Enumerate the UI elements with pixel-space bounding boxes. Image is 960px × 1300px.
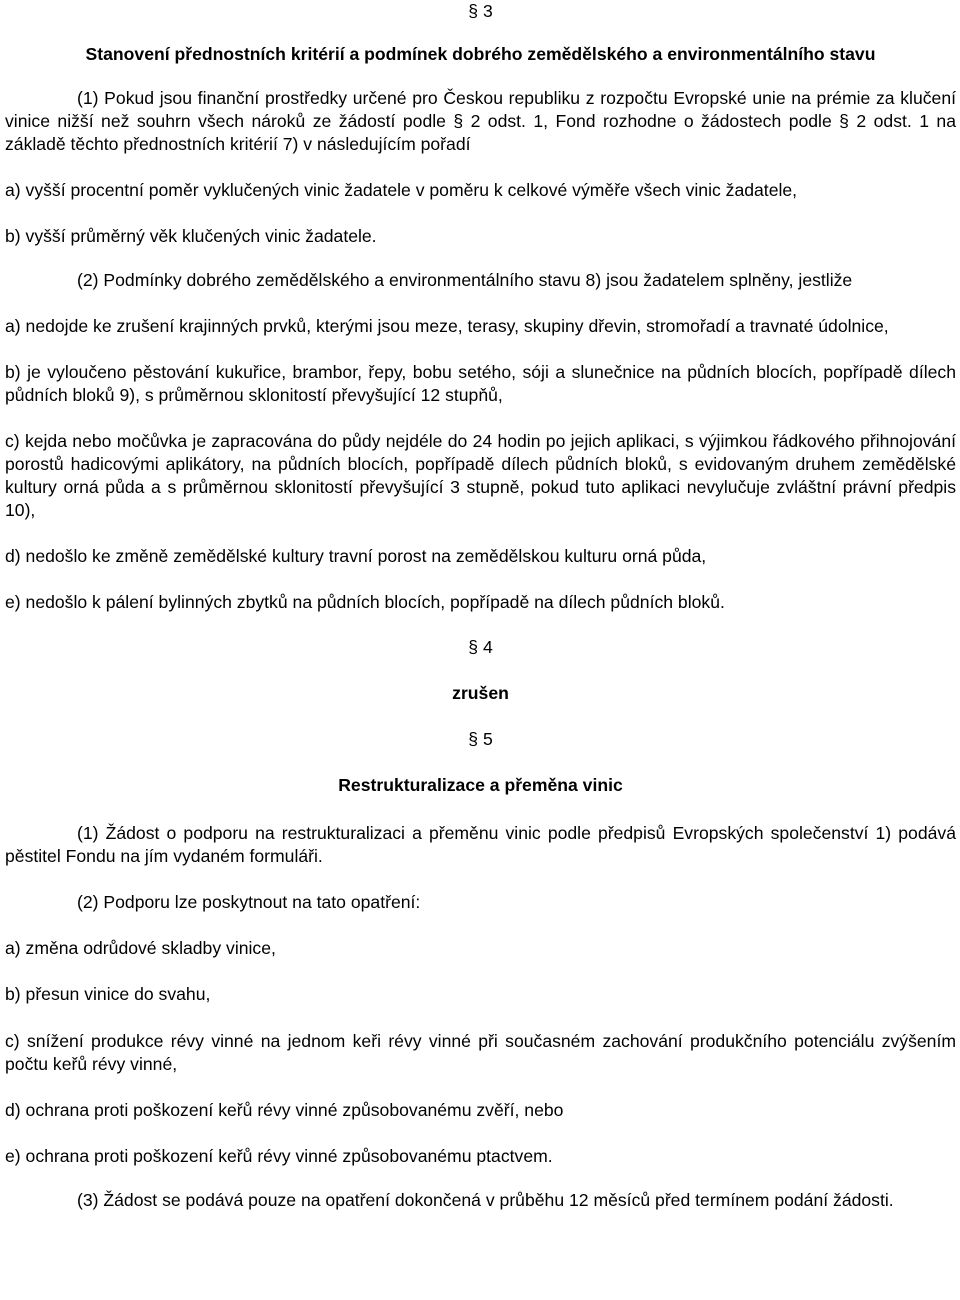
section-3-title: Stanovení přednostních kritérií a podmínek dobrého zemědělského a environmentálního stavu <box>85 44 876 64</box>
section-5-paragraph-3: (3) Žádost se podává pouze na opatření dokončená v průběhu 12 měsíců před termínem podání žádosti. <box>77 1190 894 1210</box>
section-3-condition-c: c) kejda nebo močůvka je zapracována do půdy nejdéle do 24 hodin po jejich aplikaci, s výjimkou řádkového přihnojování porostů hadicovými aplikátory, na půdních blocích, popřípadě dílech půdních bloků, s evidovaným druhem zemědělské kultury orná půda a s průměrnou sklonitostí převyšující 3 stupně, pokud tuto aplikaci nevylučuje zvláštní právní předpis 10), <box>5 431 956 520</box>
section-3-mark: § 3 <box>468 1 493 21</box>
section-5-measure-e: e) ochrana proti poškození keřů révy vinné způsobovanému ptactvem. <box>5 1146 553 1166</box>
section-3-criterion-b: b) vyšší průměrný věk klučených vinic žadatele. <box>5 226 377 246</box>
section-3-condition-d: d) nedošlo ke změně zemědělské kultury travní porost na zemědělskou kulturu orná půda, <box>5 546 707 566</box>
section-3-paragraph-1: (1) Pokud jsou finanční prostředky určené pro Českou republiku z rozpočtu Evropské unie na prémie za klučení vinice nižší než souhrn všech nároků ze žádostí podle § 2 odst. 1, Fond rozhodne o žádostech podle § 2 odst. 1 na základě těchto přednostních kritérií 7) v následujícím pořadí <box>5 88 956 154</box>
section-5-measure-d: d) ochrana proti poškození keřů révy vinné způsobovanému zvěří, nebo <box>5 1100 564 1120</box>
section-4-title: zrušen <box>452 683 509 703</box>
section-5-mark: § 5 <box>468 729 493 749</box>
section-5-paragraph-2: (2) Podporu lze poskytnout na tato opatření: <box>77 892 421 912</box>
section-5-paragraph-1: (1) Žádost o podporu na restrukturalizaci a přeměnu vinic podle předpisů Evropských společenství 1) podává pěstitel Fondu na jím vydaném formuláři. <box>5 823 956 866</box>
section-3-condition-e: e) nedošlo k pálení bylinných zbytků na půdních blocích, popřípadě na dílech půdních bloků. <box>5 592 725 612</box>
section-3-criterion-a: a) vyšší procentní poměr vyklučených vinic žadatele v poměru k celkové výměře všech vinic žadatele, <box>5 180 798 200</box>
section-3-condition-b: b) je vyloučeno pěstování kukuřice, brambor, řepy, bobu setého, sóji a slunečnice na půdních blocích, popřípadě dílech půdních bloků 9), s průměrnou sklonitostí převyšující 12 stupňů, <box>5 362 956 405</box>
section-5-measure-b: b) přesun vinice do svahu, <box>5 984 211 1004</box>
section-5-title: Restrukturalizace a přeměna vinic <box>338 775 623 795</box>
section-4-mark: § 4 <box>468 637 493 657</box>
section-5-measure-c: c) snížení produkce révy vinné na jednom keři révy vinné při současném zachování produkčního potenciálu zvýšením počtu keřů révy vinné, <box>5 1031 956 1074</box>
section-5-measure-a: a) změna odrůdové skladby vinice, <box>5 938 276 958</box>
section-3-condition-a: a) nedojde ke zrušení krajinných prvků, kterými jsou meze, terasy, skupiny dřevin, stromořadí a travnaté údolnice, <box>5 316 889 336</box>
section-3-paragraph-2: (2) Podmínky dobrého zemědělského a environmentálního stavu 8) jsou žadatelem splněny, jestliže <box>77 270 853 290</box>
